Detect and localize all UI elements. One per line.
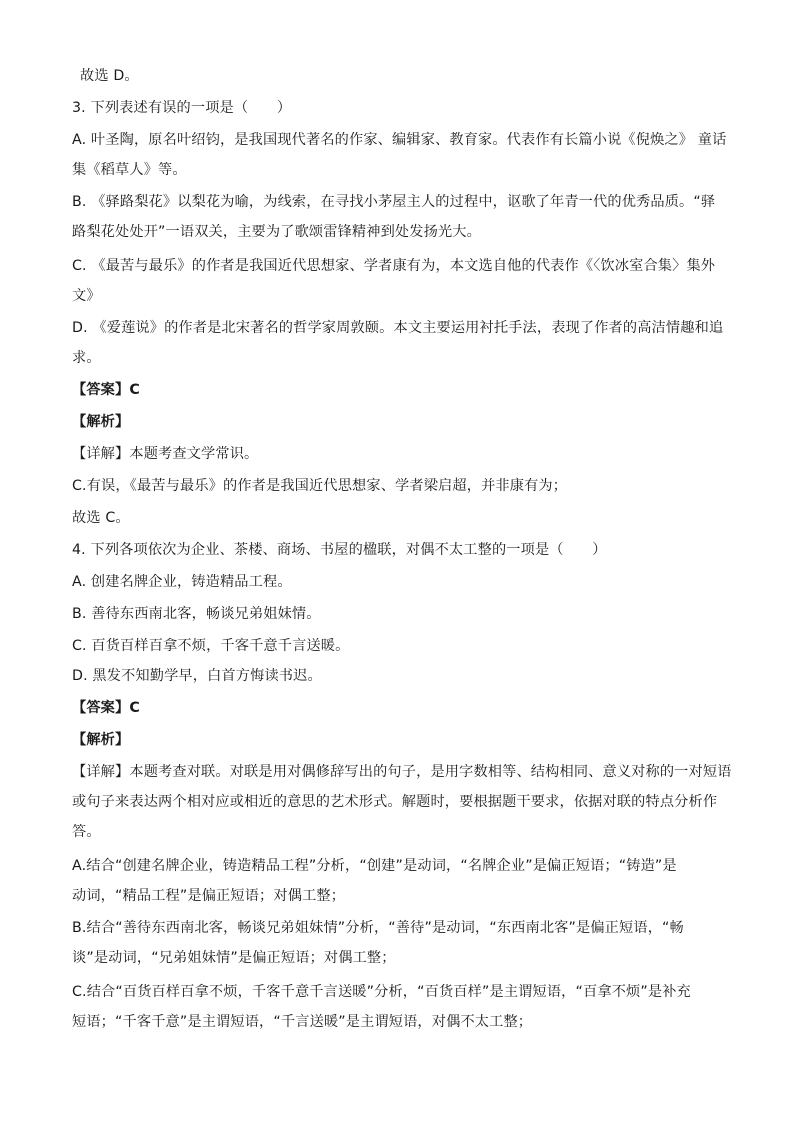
option-a-line-1: A. 叶圣陶，原名叶绍钧，是我国现代著名的作家、编辑家、教育家。代表作有长篇小说《倪焕之》 童话 xyxy=(72,132,727,148)
q4-option-d: D. 黑发不知勤学早，白首方悔读书迟。 xyxy=(72,668,322,684)
q4-analysis-c-line-2: 短语；“千客千意”是主谓短语，“千言送暖”是主谓短语，对偶不太工整； xyxy=(72,1014,533,1030)
answer-conclusion-d: 故选 D。 xyxy=(80,68,139,84)
q4-analysis-a-line-1: A.结合“创建名牌企业，铸造精品工程”分析，“创建”是动词，“名牌企业”是偏正短语；“铸造”是 xyxy=(72,858,677,874)
option-d-line-1: D. 《爱莲说》的作者是北宋著名的哲学家周敦颐。本文主要运用衬托手法，表现了作者的高洁情趣和追 xyxy=(72,320,724,336)
option-c-line-1: C. 《最苦与最乐》的作者是我国近代思想家、学者康有为，本文选自他的代表作《〈饮冰室合集〉集外 xyxy=(72,258,716,274)
q4-detail-line-3: 答。 xyxy=(72,824,101,840)
q4-analysis-b-line-1: B.结合“善待东西南北客，畅谈兄弟姐妹情”分析，“善待”是动词，“东西南北客”是偏正短语，“畅 xyxy=(72,920,684,936)
detail-text: C.有误，《最苦与最乐》的作者是我国近代思想家、学者梁启超，并非康有为； xyxy=(72,478,568,494)
option-d-line-2: 求。 xyxy=(72,350,101,366)
q4-detail-line-1: 【详解】本题考查对联。对联是用对偶修辞写出的句子，是用字数相等、结构相同、意义对称的一对短语 xyxy=(72,764,732,780)
q4-option-c: C. 百货百样百拿不烦，千客千意千言送暖。 xyxy=(72,638,350,654)
option-b-line-2: 路梨花处处开”一语双关，主要为了歌颂雷锋精神到处发扬光大。 xyxy=(72,224,481,240)
analysis-label: 【解析】 xyxy=(72,414,130,430)
question-4-stem: 4. 下列各项依次为企业、茶楼、商场、书屋的楹联，对偶不太工整的一项是（ ） xyxy=(72,542,607,558)
q4-analysis-a-line-2: 动词，“精品工程”是偏正短语；对偶工整； xyxy=(72,888,346,904)
q4-detail-line-2: 或句子来表达两个相对应或相近的意思的艺术形式。解题时，要根据题干要求，依据对联的特点分析作 xyxy=(72,794,718,810)
question-3-stem: 3. 下列表述有误的一项是（ ） xyxy=(72,100,292,116)
option-b-line-1: B. 《驿路梨花》以梨花为喻，为线索，在寻找小茅屋主人的过程中，讴歌了年青一代的优秀品质。“驿 xyxy=(72,194,716,210)
option-a-line-2: 集《稻草人》等。 xyxy=(72,162,187,178)
detail-intro: 【详解】本题考查文学常识。 xyxy=(72,446,259,462)
q4-answer-label: 【答案】C xyxy=(72,700,140,716)
q4-analysis-b-line-2: 谈”是动词，“兄弟姐妹情”是偏正短语；对偶工整； xyxy=(72,950,396,966)
answer-label: 【答案】C xyxy=(72,382,140,398)
option-c-line-2: 文》 xyxy=(72,288,101,304)
q4-analysis-c-line-1: C.结合“百货百样百拿不烦，千客千意千言送暖”分析，“百货百样”是主谓短语，“百拿不烦”是补充 xyxy=(72,984,691,1000)
q4-option-b: B. 善待东西南北客，畅谈兄弟姐妹情。 xyxy=(72,606,321,622)
q4-analysis-label: 【解析】 xyxy=(72,732,130,748)
answer-conclusion-c: 故选 C。 xyxy=(72,510,130,526)
q4-option-a: A. 创建名牌企业，铸造精品工程。 xyxy=(72,574,292,590)
